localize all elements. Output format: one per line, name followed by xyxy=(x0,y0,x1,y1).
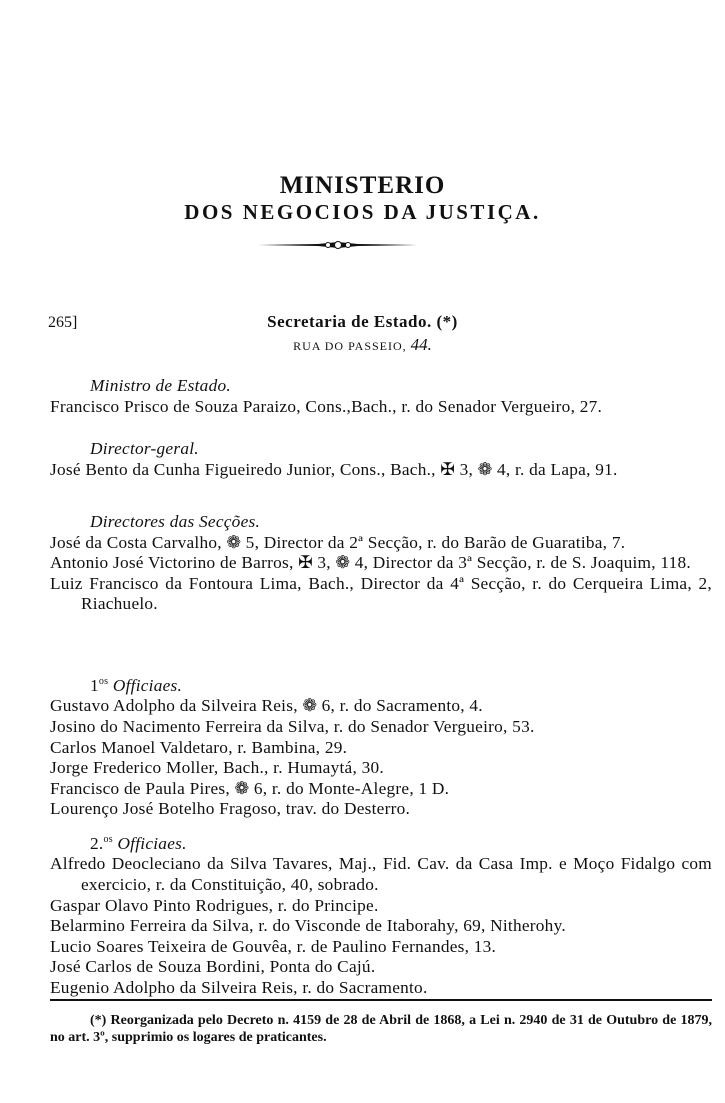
page-number: 265] xyxy=(48,314,78,331)
heading-sup: os xyxy=(98,676,109,687)
list-item: Lucio Soares Teixeira de Gouvêa, r. de Paulino Fernandes, 13. xyxy=(50,936,497,956)
heading-prefix: 1 xyxy=(90,675,99,695)
list-item: Lourenço José Botelho Fragoso, trav. do Desterro. xyxy=(50,799,411,819)
group-primeiros-officiaes xyxy=(50,672,712,820)
group-heading xyxy=(50,672,712,696)
group-directores xyxy=(50,512,712,615)
list-item: Francisco Prisco de Souza Paraizo, Cons.,Bach., r. do Senador Vergueiro, 27. xyxy=(50,396,603,416)
footnote xyxy=(50,1012,712,1046)
section-address xyxy=(0,335,725,355)
heading-sup: os xyxy=(103,834,113,845)
group-heading: Directores das Secções. xyxy=(90,512,261,531)
list-item: Josino do Nacimento Ferreira da Silva, r. do Senador Vergueiro, 53. xyxy=(50,716,535,736)
group-director-geral xyxy=(50,439,712,480)
address-label: RUA DO PASSEIO, xyxy=(293,339,407,353)
list-item: Luiz Francisco da Fontoura Lima, Bach., Director da 4ª Secção, r. do Cerqueira Lima, 2, Riachuelo. xyxy=(50,573,712,614)
list-item: Francisco de Paula Pires, ❁ 6, r. do Monte-Alegre, 1 D. xyxy=(50,778,450,798)
group-heading: Director-geral. xyxy=(90,439,199,458)
group-ministro xyxy=(50,376,712,417)
section-title: Secretaria de Estado. (*) xyxy=(267,312,458,331)
footnote-divider xyxy=(50,999,712,1001)
ministry-subtitle: DOS NEGOCIOS DA JUSTIÇA. xyxy=(184,200,541,224)
ornament-divider-icon xyxy=(258,240,418,250)
group-segundos-officiaes xyxy=(50,830,712,999)
list-item: Gaspar Olavo Pinto Rodrigues, r. do Principe. xyxy=(50,895,379,915)
list-item: Belarmino Ferreira da Silva, r. do Visconde de Itaborahy, 69, Nitherohy. xyxy=(50,916,566,936)
list-item: Gustavo Adolpho da Silveira Reis, ❁ 6, r. do Sacramento, 4. xyxy=(50,696,483,716)
list-item: Alfredo Deocleciano da Silva Tavares, Maj., Fid. Cav. da Casa Imp. e Moço Fidalgo com exercicio, r. da Constituição, 40, sobrado. xyxy=(50,854,712,894)
list-item: Antonio José Victorino de Barros, ✠ 3, ❁ 4, Director da 3ª Secção, r. de S. Joaquim, 118. xyxy=(50,553,691,573)
list-item: Eugenio Adolpho da Silveira Reis, r. do Sacramento. xyxy=(50,977,428,997)
heading-prefix: 2. xyxy=(90,833,104,853)
address-number: 44. xyxy=(410,335,432,354)
group-heading xyxy=(50,830,712,854)
heading-text: Officiaes. xyxy=(112,675,183,695)
group-heading: Ministro de Estado. xyxy=(90,376,231,395)
list-item: José da Costa Carvalho, ❁ 5, Director da 2ª Secção, r. do Barão de Guaratiba, 7. xyxy=(50,532,626,552)
list-item: José Bento da Cunha Figueiredo Junior, Cons., Bach., ✠ 3, ❁ 4, r. da Lapa, 91. xyxy=(50,459,618,479)
footnote-text: (*) Reorganizada pelo Decreto n. 4159 de 28 de Abril de 1868, a Lei n. 2940 de 31 de Outubro de 1879, no art. 3º, supprimio os logares de praticantes. xyxy=(50,1013,712,1045)
ministry-title: MINISTERIO xyxy=(279,172,446,199)
list-item: Jorge Frederico Moller, Bach., r. Humaytá, 30. xyxy=(50,758,384,778)
heading-text: Officiaes. xyxy=(117,833,187,853)
list-item: José Carlos de Souza Bordini, Ponta do Cajú. xyxy=(50,957,376,977)
list-item: Carlos Manoel Valdetaro, r. Bambina, 29. xyxy=(50,737,348,757)
